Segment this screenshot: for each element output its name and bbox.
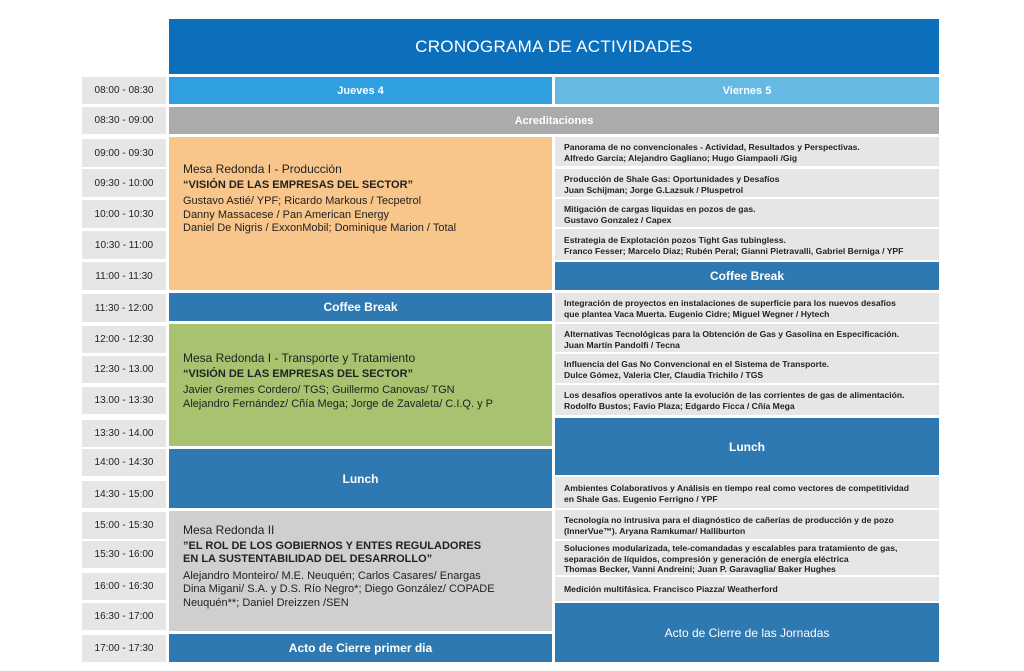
time-slot: 16:00 - 16:30 [82, 573, 166, 600]
talk-title: Integración de proyectos en instalaciones de superficie para los nuevos desafíos [564, 298, 896, 308]
time-slot: 17:00 - 17:30 [82, 635, 166, 662]
time-slot: 13.00 - 13:30 [82, 387, 166, 414]
talk-item [555, 477, 939, 508]
mesa-redonda-produccion [169, 137, 552, 290]
talk-speakers: Alfredo García; Alejandro Gagliano; Hugo Giampaoli /Gig [564, 152, 798, 163]
talk-title: Estrategia de Explotación pozos Tight Gas tubingless. [564, 235, 786, 245]
mesa-speakers-line: Danny Massacese / Pan American Energy [183, 208, 390, 221]
time-slot: 16:30 - 17:00 [82, 603, 166, 630]
talk-item [555, 137, 939, 166]
talk-title: Panorama de no convencionales - Actividad, Resultados y Perspectivas. [564, 142, 860, 152]
time-slot: 10:30 - 11:00 [82, 231, 166, 259]
mesa-speakers-line: Gustavo Astié/ YPF; Ricardo Markous / Tecpetrol [183, 195, 422, 207]
time-slot: 14:00 - 14:30 [82, 449, 166, 476]
time-slot: 11:00 - 11:30 [82, 262, 166, 290]
mesa-subtitle: ”EL ROL DE LOS GOBIERNOS Y ENTES REGULADORES [183, 539, 482, 552]
mesa-title: Mesa Redonda I - Producción [183, 162, 342, 176]
time-slot: 12:00 - 12:30 [82, 326, 166, 353]
time-slot: 08:00 - 08:30 [82, 77, 166, 104]
talk-title: Producción de Shale Gas: Oportunidades y Desafíos [564, 174, 780, 184]
talk-title: Influencia del Gas No Convencional en el Sistema de Transporte. [564, 359, 830, 369]
acreditaciones-band: Acreditaciones [169, 107, 939, 134]
mesa-subtitle: “VISIÓN DE LAS EMPRESAS DEL SECTOR” [183, 367, 414, 380]
page-title: CRONOGRAMA DE ACTIVIDADES [169, 19, 939, 74]
talk-title: Soluciones modularizada, tele-comandadas y escalables para tratamiento de gas, [564, 543, 898, 553]
mesa-speakers-line: Alejandro Monteiro/ M.E. Neuquén; Carlos Casares/ Enargas [183, 569, 481, 582]
time-slot: 12:30 - 13.00 [82, 356, 166, 383]
talk-item [555, 324, 939, 352]
talk-item [555, 541, 939, 575]
talk-item [555, 169, 939, 197]
talk-title: Ambientes Colaborativos y Análisis en tiempo real como vectores de competitividad [564, 483, 909, 493]
talk-speakers: (InnerVue™). Aryana Ramkumar/ Halliburton [564, 525, 746, 536]
mesa-speakers-line: Alejandro Fernández/ Cñía Mega; Jorge de Zavaleta/ C.I.Q. y P [183, 397, 493, 410]
talk-speakers: Gustavo Gonzalez / Capex [564, 214, 672, 225]
talk-speakers: Franco Fesser; Marcelo Diaz; Rubén Peral; Gianni Pietravalli, Gabriel Berniga / YPF [564, 245, 904, 256]
coffee-break-thursday: Coffee Break [169, 293, 552, 321]
talk-speakers: en Shale Gas. Eugenio Ferrigno / YPF [564, 493, 718, 504]
talk-speakers: que plantea Vaca Muerta. Eugenio Cidre; Miguel Wegner / Hytech [564, 308, 830, 319]
mesa-speakers-line: Daniel De Nigris / ExxonMobil; Dominique Marion / Total [183, 222, 457, 234]
time-slot: 10:00 - 10:30 [82, 200, 166, 228]
talk-item [555, 510, 939, 539]
talk-title-line2: separación de líquidos, compresión y generación de energía eléctrica [564, 553, 849, 564]
time-slot: 15:00 - 15:30 [82, 512, 166, 539]
mesa-title: Mesa Redonda I - Transporte y Tratamiento [183, 351, 416, 365]
talk-speakers: Rodolfo Bustos; Favio Plaza; Edgardo Ficca / Cñía Mega [564, 400, 795, 411]
talk-title: Mitigación de cargas líquidas en pozos de gas. [564, 204, 756, 214]
closing-thursday: Acto de Cierre primer dia [169, 634, 552, 662]
day-header-friday: Viernes 5 [555, 77, 939, 104]
time-slot: 14:30 - 15:00 [82, 481, 166, 508]
talk-title: Alternativas Tecnológicas para la Obtención de Gas y Gasolina en Especificación. [564, 329, 900, 339]
talk-title: Medición multifásica. Francisco Piazza/ Weatherford [564, 584, 778, 594]
talk-item [555, 385, 939, 415]
mesa-speakers-line: Dina Migani/ S.A. y D.S. Río Negro*; Diego González/ COPADE [183, 583, 495, 595]
talk-item [555, 293, 939, 322]
talk-speakers: Juan Schijman; Jorge G.Lazsuk / Pluspetrol [564, 184, 744, 195]
time-slot: 09:00 - 09:30 [82, 139, 166, 167]
lunch-thursday: Lunch [169, 449, 552, 508]
coffee-break-friday: Coffee Break [555, 262, 939, 290]
talk-item [555, 577, 939, 601]
mesa-title: Mesa Redonda II [183, 523, 275, 537]
time-slot: 11:30 - 12:00 [82, 294, 166, 322]
lunch-friday: Lunch [555, 418, 939, 475]
talk-item [555, 229, 939, 260]
talk-item [555, 199, 939, 227]
talk-speakers: Dulce Gómez, Valeria Cler, Claudia Trichilo / TGS [564, 369, 764, 380]
mesa-speakers-line: Neuquén**; Daniel Dreizzen /SEN [183, 596, 349, 609]
mesa-subtitle: EN LA SUSTENTABILIDAD DEL DESARROLLO” [183, 553, 433, 565]
time-slot: 09:30 - 10:00 [82, 169, 166, 197]
closing-friday: Acto de Cierre de las Jornadas [555, 603, 939, 662]
time-slot: 08:30 - 09:00 [82, 107, 166, 134]
mesa-subtitle: “VISIÓN DE LAS EMPRESAS DEL SECTOR” [183, 178, 414, 191]
time-slot: 15:30 - 16:00 [82, 541, 166, 568]
talk-speakers: Juan Martín Pandolfi / Tecna [564, 339, 680, 350]
talk-item [555, 354, 939, 383]
day-header-thursday: Jueves 4 [169, 77, 552, 104]
talk-title: Tecnología no intrusiva para el diagnóstico de cañerías de producción y de pozo [564, 515, 894, 525]
talk-speakers: Thomas Becker, Vanni Andreini; Juan P. Garavaglia/ Baker Hughes [564, 564, 836, 574]
time-slot: 13:30 - 14.00 [82, 420, 166, 447]
mesa-redonda-transporte [169, 324, 552, 446]
talk-title: Los desafíos operativos ante la evolución de las corrientes de gas de alimentación. [564, 390, 905, 400]
mesa-speakers-line: Javier Gremes Cordero/ TGS; Guillermo Canovas/ TGN [183, 384, 455, 396]
mesa-redonda-gobiernos [169, 511, 552, 631]
